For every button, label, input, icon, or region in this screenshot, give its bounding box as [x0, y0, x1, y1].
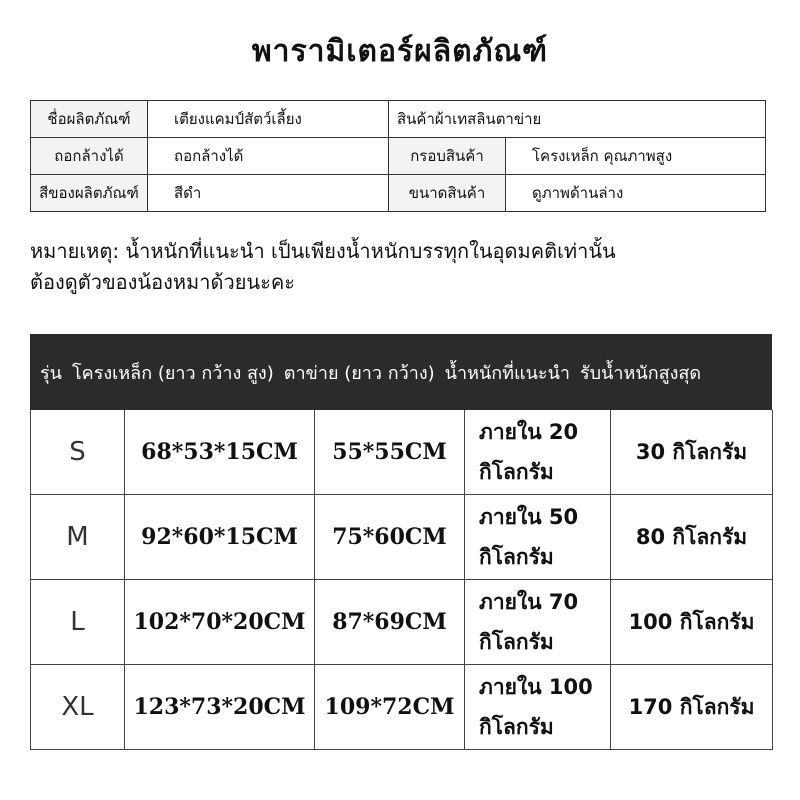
recommended-unit: กิโลกรัม	[479, 460, 554, 484]
spec-row	[31, 101, 766, 138]
spec-key: ขนาดสินค้า	[389, 175, 506, 212]
recommended-cell	[465, 495, 611, 580]
spec-value: เตียงแคมป์สัตว์เลี้ยง	[148, 101, 389, 138]
mesh-cell: 87*69CM	[315, 580, 465, 665]
header-cell: รุ่น	[40, 362, 62, 384]
header-cell: น้ำหนักที่แนะนำ	[444, 362, 571, 384]
recommended-unit: กิโลกรัม	[479, 715, 554, 739]
mesh-cell: 55*55CM	[315, 410, 465, 495]
header-cell: รับน้ำหนักสูงสุด	[580, 362, 702, 384]
page-title: พารามิเตอร์ผลิตภัณฑ์	[251, 34, 549, 69]
size-table-header	[30, 334, 772, 410]
recommended-unit: กิโลกรัม	[479, 545, 554, 569]
max-cell: 100 กิโลกรัม	[611, 580, 773, 665]
spec-table	[30, 100, 766, 212]
recommended-cell	[465, 580, 611, 665]
frame-cell: 102*70*20CM	[125, 580, 315, 665]
recommended-line: ภายใน 70	[479, 590, 579, 614]
spec-key: ถอกล้างได้	[31, 138, 148, 175]
max-cell: 170 กิโลกรัม	[611, 665, 773, 750]
table-row	[31, 495, 773, 580]
spec-value: ดูภาพด้านล่าง	[506, 175, 766, 212]
mesh-cell: 109*72CM	[315, 665, 465, 750]
header-cell: ตาข่าย (ยาว กว้าง)	[283, 362, 435, 384]
spec-row	[31, 175, 766, 212]
note-line: ต้องดูตัวของน้องหมาด้วยนะคะ	[30, 270, 295, 294]
recommended-unit: กิโลกรัม	[479, 630, 554, 654]
spec-value: สีดำ	[148, 175, 389, 212]
size-rows	[30, 410, 773, 750]
spec-value: สินค้าผ้าเทสลินตาข่าย	[389, 101, 766, 138]
recommended-line: ภายใน 20	[479, 420, 579, 444]
table-row	[31, 410, 773, 495]
spec-key: สีของผลิตภัณฑ์	[31, 175, 148, 212]
max-cell: 30 กิโลกรัม	[611, 410, 773, 495]
note-line: หมายเหตุ: น้ำหนักที่แนะนำ เป็นเพียงน้ำหนักบรรทุกในอุดมคติเท่านั้น	[30, 239, 616, 263]
recommended-line: ภายใน 100	[479, 675, 593, 699]
max-cell: 80 กิโลกรัม	[611, 495, 773, 580]
header-cell: โครงเหล็ก (ยาว กว้าง สูง)	[71, 362, 274, 384]
note	[30, 236, 780, 298]
spec-value: โครงเหล็ก คุณภาพสูง	[506, 138, 766, 175]
spec-row	[31, 138, 766, 175]
recommended-cell	[465, 410, 611, 495]
size-cell: L	[31, 580, 125, 665]
table-row	[31, 580, 773, 665]
spec-value: ถอกล้างได้	[148, 138, 389, 175]
spec-key: กรอบสินค้า	[389, 138, 506, 175]
mesh-cell: 75*60CM	[315, 495, 465, 580]
spec-key: ชื่อผลิตภัณฑ์	[31, 101, 148, 138]
size-cell: XL	[31, 665, 125, 750]
table-row	[31, 665, 773, 750]
size-table	[30, 334, 772, 750]
frame-cell: 68*53*15CM	[125, 410, 315, 495]
frame-cell: 123*73*20CM	[125, 665, 315, 750]
size-cell: S	[31, 410, 125, 495]
recommended-cell	[465, 665, 611, 750]
size-cell: M	[31, 495, 125, 580]
recommended-line: ภายใน 50	[479, 505, 579, 529]
frame-cell: 92*60*15CM	[125, 495, 315, 580]
